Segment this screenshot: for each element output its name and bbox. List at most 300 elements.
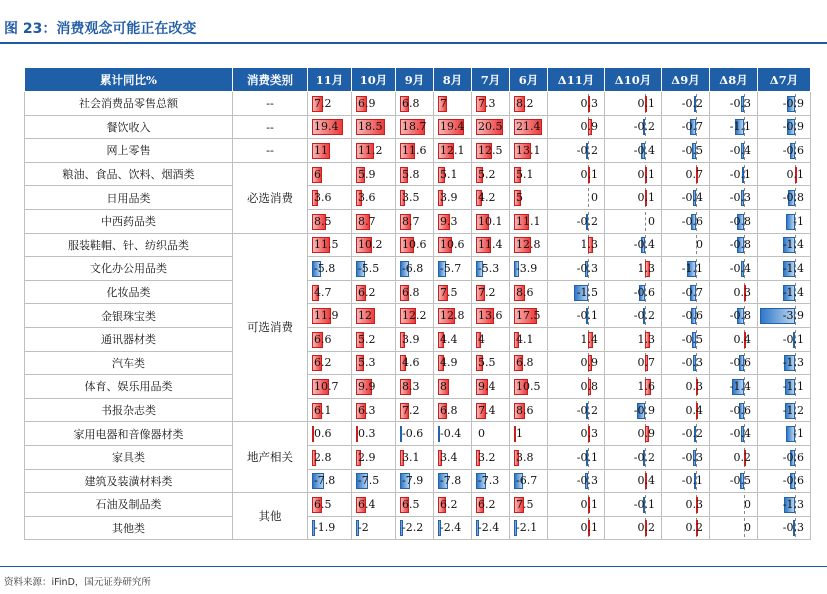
delta-value: -1.4: [782, 285, 804, 299]
level-cell: [472, 351, 510, 375]
table-header-row: [25, 68, 811, 92]
delta-cell: [662, 233, 710, 257]
level-value: 0: [478, 427, 485, 441]
level-value: 12.5: [478, 143, 503, 157]
level-cell: [472, 233, 510, 257]
delta-value: -0.5: [681, 332, 703, 346]
level-cell: [434, 162, 472, 186]
delta-cell: [710, 422, 758, 446]
row-label: 文化办公用品类: [25, 257, 233, 281]
delta-cell: [548, 92, 605, 116]
level-cell: [308, 233, 352, 257]
level-cell: [472, 493, 510, 517]
level-cell: [308, 327, 352, 351]
level-value: 0.6: [314, 427, 332, 441]
level-cell: [472, 327, 510, 351]
delta-cell: [548, 422, 605, 446]
delta-value: 0.3: [580, 96, 598, 110]
level-value: 5.2: [358, 332, 376, 346]
level-value: 3.1: [402, 450, 420, 464]
delta-cell: [605, 115, 662, 139]
header-delta-jul: Δ7月: [758, 68, 811, 92]
level-value: 10.7: [314, 379, 339, 393]
level-value: 11.6: [402, 143, 427, 157]
delta-cell: [605, 304, 662, 328]
level-cell: [510, 233, 548, 257]
delta-cell: [605, 257, 662, 281]
delta-value: -0.4: [729, 261, 751, 275]
row-label: 金银珠宝类: [25, 304, 233, 328]
level-value: 6.4: [358, 497, 376, 511]
level-value: 6.6: [314, 332, 332, 346]
level-value: 4.7: [314, 285, 332, 299]
row-label: 石油及制品类: [25, 493, 233, 517]
level-cell: [352, 186, 396, 210]
level-cell: [472, 445, 510, 469]
delta-cell: [758, 445, 811, 469]
level-cell: [434, 280, 472, 304]
delta-cell: [605, 422, 662, 446]
level-value: -0.6: [402, 427, 424, 441]
level-value: 6.5: [314, 497, 332, 511]
level-cell: [472, 516, 510, 540]
level-value: -7.5: [358, 474, 380, 488]
level-cell: [308, 516, 352, 540]
delta-cell: [662, 304, 710, 328]
level-cell: [352, 115, 396, 139]
level-cell: [308, 92, 352, 116]
delta-value: -0.9: [782, 120, 804, 134]
level-value: 11.2: [358, 143, 383, 157]
delta-cell: [758, 257, 811, 281]
level-value: 8.3: [402, 379, 420, 393]
delta-value: 0.3: [733, 285, 751, 299]
header-nov: 11月: [308, 68, 352, 92]
level-value: 6.1: [314, 403, 332, 417]
level-cell: [352, 209, 396, 233]
level-value: 5.8: [402, 167, 420, 181]
category-cell: --: [233, 115, 308, 139]
table-row: [25, 516, 811, 540]
delta-value: 1.3: [637, 332, 655, 346]
level-cell: [510, 469, 548, 493]
level-cell: [396, 469, 434, 493]
level-cell: [434, 445, 472, 469]
delta-cell: [710, 327, 758, 351]
delta-value: 0.1: [580, 521, 598, 535]
level-value: -2.2: [402, 521, 424, 535]
delta-value: -0.7: [681, 285, 703, 299]
delta-cell: [710, 304, 758, 328]
level-cell: [396, 257, 434, 281]
table-body: [25, 92, 811, 540]
level-value: 10.1: [478, 214, 503, 228]
level-value: 18.7: [402, 120, 427, 134]
level-cell: [510, 398, 548, 422]
level-cell: [352, 398, 396, 422]
delta-value: -1.5: [576, 285, 598, 299]
level-value: 10.6: [402, 238, 427, 252]
delta-value: 0.1: [786, 167, 804, 181]
delta-value: -0.4: [633, 238, 655, 252]
delta-cell: [662, 375, 710, 399]
delta-cell: [605, 280, 662, 304]
level-cell: [352, 304, 396, 328]
level-cell: [396, 375, 434, 399]
level-value: 20.5: [478, 120, 503, 134]
delta-cell: [710, 351, 758, 375]
delta-value: -0.3: [782, 521, 804, 535]
table-row: [25, 257, 811, 281]
level-cell: [510, 493, 548, 517]
delta-value: 0.8: [580, 379, 598, 393]
level-value: 6.8: [402, 96, 420, 110]
level-value: 12: [358, 309, 372, 323]
level-cell: [510, 327, 548, 351]
level-cell: [396, 280, 434, 304]
delta-value: 0: [648, 214, 655, 228]
level-value: -5.3: [478, 261, 500, 275]
level-cell: [434, 115, 472, 139]
level-cell: [434, 139, 472, 163]
header-delta-sep: Δ9月: [662, 68, 710, 92]
level-value: 8.7: [402, 214, 420, 228]
level-value: 5.3: [358, 356, 376, 370]
header-delta-nov: Δ11月: [548, 68, 605, 92]
delta-value: 0.3: [685, 379, 703, 393]
delta-cell: [758, 516, 811, 540]
level-value: 3.6: [314, 191, 332, 205]
delta-cell: [662, 327, 710, 351]
delta-cell: [662, 139, 710, 163]
category-cell: 地产相关: [233, 422, 308, 493]
delta-value: 0.4: [733, 332, 751, 346]
delta-value: -0.5: [729, 474, 751, 488]
header-sep: 9月: [396, 68, 434, 92]
delta-value: -0.7: [681, 120, 703, 134]
level-value: 2.8: [314, 450, 332, 464]
delta-cell: [710, 445, 758, 469]
delta-value: 0.3: [580, 427, 598, 441]
level-cell: [434, 186, 472, 210]
delta-cell: [758, 115, 811, 139]
delta-value: -0.6: [681, 309, 703, 323]
level-value: 11.4: [478, 238, 503, 252]
delta-cell: [710, 257, 758, 281]
level-value: 7.5: [440, 285, 458, 299]
level-value: -6.7: [516, 474, 538, 488]
delta-value: -3.9: [782, 309, 804, 323]
level-cell: [434, 257, 472, 281]
data-table: [24, 67, 811, 540]
delta-cell: [548, 398, 605, 422]
delta-value: 1.4: [580, 332, 598, 346]
level-value: -2: [358, 521, 369, 535]
delta-value: -0.1: [576, 309, 598, 323]
delta-cell: [662, 493, 710, 517]
level-value: 3.5: [402, 191, 420, 205]
level-value: 8.6: [516, 285, 534, 299]
level-cell: [396, 304, 434, 328]
delta-value: -1.4: [782, 261, 804, 275]
delta-cell: [548, 257, 605, 281]
delta-cell: [758, 398, 811, 422]
level-cell: [434, 493, 472, 517]
level-cell: [396, 162, 434, 186]
delta-value: -0.6: [782, 143, 804, 157]
level-cell: [308, 162, 352, 186]
header-jun: 6月: [510, 68, 548, 92]
level-cell: [510, 115, 548, 139]
delta-cell: [605, 469, 662, 493]
level-cell: [352, 422, 396, 446]
delta-cell: [605, 209, 662, 233]
category-cell: --: [233, 139, 308, 163]
level-cell: [308, 139, 352, 163]
row-label: 建筑及装潢材料类: [25, 469, 233, 493]
level-value: 5.1: [440, 167, 458, 181]
delta-value: 0: [744, 521, 751, 535]
level-value: 11.5: [314, 238, 339, 252]
row-label: 通讯器材类: [25, 327, 233, 351]
level-value: 6.8: [440, 403, 458, 417]
level-cell: [308, 445, 352, 469]
level-value: 10.6: [440, 238, 465, 252]
level-value: 7.2: [314, 96, 332, 110]
level-cell: [396, 351, 434, 375]
level-cell: [510, 516, 548, 540]
delta-value: 0.2: [637, 521, 655, 535]
level-value: 2.9: [358, 450, 376, 464]
level-cell: [352, 92, 396, 116]
delta-cell: [605, 327, 662, 351]
level-cell: [434, 422, 472, 446]
delta-cell: [710, 92, 758, 116]
level-cell: [352, 445, 396, 469]
level-value: 6.8: [402, 285, 420, 299]
level-value: 5.9: [358, 167, 376, 181]
level-cell: [434, 209, 472, 233]
level-cell: [352, 351, 396, 375]
row-label: 粮油、食品、饮料、烟酒类: [25, 162, 233, 186]
level-cell: [510, 445, 548, 469]
level-value: 8.2: [516, 96, 534, 110]
delta-value: 0.7: [685, 167, 703, 181]
table-row: [25, 445, 811, 469]
delta-cell: [662, 115, 710, 139]
level-cell: [510, 92, 548, 116]
level-value: 6.2: [358, 285, 376, 299]
level-value: 3.9: [440, 191, 458, 205]
delta-value: -1.3: [782, 356, 804, 370]
level-cell: [434, 304, 472, 328]
delta-value: -0.2: [633, 309, 655, 323]
level-cell: [308, 115, 352, 139]
level-cell: [396, 186, 434, 210]
title-divider: [0, 42, 827, 44]
delta-cell: [605, 398, 662, 422]
level-cell: [510, 209, 548, 233]
level-value: 21.4: [516, 120, 541, 134]
delta-cell: [548, 280, 605, 304]
table-row: [25, 233, 811, 257]
delta-cell: [548, 516, 605, 540]
row-label: 家具类: [25, 445, 233, 469]
delta-cell: [758, 139, 811, 163]
row-label: 网上零售: [25, 139, 233, 163]
delta-value: 0.2: [733, 450, 751, 464]
category-cell: --: [233, 92, 308, 116]
delta-cell: [662, 469, 710, 493]
delta-value: 0.1: [637, 167, 655, 181]
delta-cell: [662, 209, 710, 233]
level-cell: [352, 493, 396, 517]
level-value: 19.4: [314, 120, 339, 134]
delta-value: 0.9: [580, 120, 598, 134]
level-value: 9.4: [478, 379, 496, 393]
level-cell: [510, 280, 548, 304]
level-cell: [308, 209, 352, 233]
level-value: 3.9: [402, 332, 420, 346]
level-value: -2.4: [478, 521, 500, 535]
row-label: 社会消费品零售总额: [25, 92, 233, 116]
delta-cell: [548, 162, 605, 186]
level-value: -0.4: [440, 427, 462, 441]
delta-value: -0.9: [633, 403, 655, 417]
delta-cell: [548, 327, 605, 351]
level-cell: [472, 139, 510, 163]
level-cell: [434, 92, 472, 116]
table-row: [25, 209, 811, 233]
delta-value: 0.1: [637, 191, 655, 205]
level-cell: [472, 92, 510, 116]
level-cell: [472, 398, 510, 422]
level-value: 7.2: [402, 403, 420, 417]
delta-cell: [710, 516, 758, 540]
level-cell: [510, 375, 548, 399]
delta-value: -0.2: [576, 214, 598, 228]
delta-value: -0.1: [782, 332, 804, 346]
delta-cell: [758, 493, 811, 517]
level-cell: [434, 351, 472, 375]
level-cell: [510, 139, 548, 163]
category-cell: 其他: [233, 493, 308, 540]
delta-value: -0.8: [729, 309, 751, 323]
level-value: 7.4: [478, 403, 496, 417]
delta-cell: [710, 469, 758, 493]
level-cell: [472, 422, 510, 446]
level-value: 4.4: [440, 332, 458, 346]
level-cell: [308, 304, 352, 328]
delta-value: -1.1: [782, 379, 804, 393]
delta-value: -0.4: [729, 143, 751, 157]
table-row: [25, 493, 811, 517]
delta-value: -0.4: [633, 143, 655, 157]
delta-value: 0.1: [580, 497, 598, 511]
level-cell: [434, 375, 472, 399]
delta-cell: [710, 115, 758, 139]
delta-cell: [758, 162, 811, 186]
delta-cell: [758, 233, 811, 257]
delta-cell: [662, 422, 710, 446]
level-value: 6.9: [358, 96, 376, 110]
level-value: -7.8: [440, 474, 462, 488]
level-value: -5.5: [358, 261, 380, 275]
level-cell: [396, 233, 434, 257]
delta-value: -0.2: [681, 96, 703, 110]
level-value: 5.2: [478, 167, 496, 181]
level-cell: [352, 516, 396, 540]
row-label: 汽车类: [25, 351, 233, 375]
delta-value: 0.3: [685, 497, 703, 511]
table-row: [25, 422, 811, 446]
level-cell: [308, 257, 352, 281]
delta-value: 0.9: [580, 356, 598, 370]
delta-cell: [662, 351, 710, 375]
header-aug: 8月: [434, 68, 472, 92]
delta-cell: [662, 516, 710, 540]
delta-cell: [605, 92, 662, 116]
delta-value: -0.5: [681, 143, 703, 157]
delta-value: -0.3: [681, 356, 703, 370]
level-cell: [352, 280, 396, 304]
level-value: -6.8: [402, 261, 424, 275]
delta-cell: [710, 139, 758, 163]
level-value: 13.6: [478, 309, 503, 323]
delta-value: -0.6: [782, 450, 804, 464]
row-label: 中西药品类: [25, 209, 233, 233]
delta-cell: [662, 162, 710, 186]
delta-cell: [758, 469, 811, 493]
delta-cell: [758, 327, 811, 351]
delta-cell: [758, 375, 811, 399]
delta-value: -0.2: [633, 120, 655, 134]
delta-cell: [710, 186, 758, 210]
delta-value: -0.2: [633, 450, 655, 464]
delta-cell: [758, 209, 811, 233]
level-value: 13.1: [516, 143, 541, 157]
delta-value: 1.3: [637, 261, 655, 275]
level-value: 3.6: [358, 191, 376, 205]
level-value: 5.1: [516, 167, 534, 181]
level-cell: [510, 257, 548, 281]
table-row: [25, 351, 811, 375]
level-cell: [308, 422, 352, 446]
delta-cell: [758, 92, 811, 116]
header-jul: 7月: [472, 68, 510, 92]
level-value: 4.1: [516, 332, 534, 346]
level-value: 11.9: [314, 309, 339, 323]
level-cell: [510, 162, 548, 186]
delta-cell: [758, 186, 811, 210]
level-cell: [396, 209, 434, 233]
delta-value: 0.4: [637, 474, 655, 488]
level-value: 6.8: [516, 356, 534, 370]
delta-value: -0.1: [576, 450, 598, 464]
table-row: [25, 115, 811, 139]
delta-cell: [662, 92, 710, 116]
header-delta-aug: Δ8月: [710, 68, 758, 92]
level-cell: [308, 469, 352, 493]
level-value: 17.5: [516, 309, 541, 323]
delta-value: 0.9: [637, 427, 655, 441]
delta-value: -0.2: [576, 143, 598, 157]
delta-value: 0.1: [637, 96, 655, 110]
delta-cell: [548, 186, 605, 210]
table-row: [25, 139, 811, 163]
table-row: [25, 469, 811, 493]
delta-cell: [758, 304, 811, 328]
